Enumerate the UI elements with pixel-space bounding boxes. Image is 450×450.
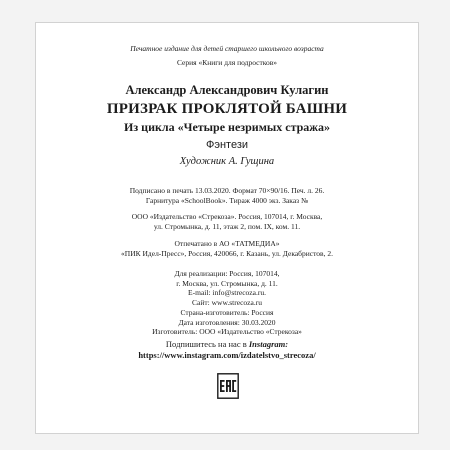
book-artist: Художник А. Гущина [179,156,275,167]
edition-note: Печатное издание для детей старшего школьного возраста [130,44,324,53]
print-details [36,186,418,205]
sales-website: Сайт: www.strecoza.ru [192,297,262,307]
manufacturer-country: Страна-изготовитель: Россия [180,308,274,317]
sales-line: г. Москва, ул. Стромынка, д. 11. [176,278,278,288]
series-name: Серия «Книги для подростков» [176,58,278,67]
print-line: Гарнитура «SchoolBook». Тираж 4000 экз. Заказ № [145,195,309,205]
printer-line: Отпечатано в АО «ТАТМЕДИА» [174,239,280,248]
eac-mark-glyph [217,373,239,399]
eac-icon [217,373,239,399]
book-author: Александр Александрович Кулагин [125,83,329,97]
sales-email: E-mail: info@strecoza.ru. [188,288,266,297]
social-network-name: Instagram: [248,339,289,349]
book-subtitle: Из цикла «Четыре незримых стража» [124,120,330,134]
social-prompt-text: Подпишитесь на нас в [165,339,249,349]
book-title: ПРИЗРАК ПРОКЛЯТОЙ БАШНИ [106,101,348,117]
sales-details [36,269,418,307]
publisher-details [36,212,418,231]
manufacturer-name: Изготовитель: ООО «Издательство «Стрекоза» [152,327,302,336]
sales-line: Для реализации: Россия, 107014, [174,269,280,278]
printer-details [36,239,418,258]
book-genre: Фэнтези [205,139,249,151]
manufacture-date: Дата изготовления: 30.03.2020 [178,317,276,327]
printer-line: «ПИК Идел-Пресс», Россия, 420066, г. Казань, ул. Декабристов, 2. [121,248,333,258]
social-link[interactable]: https://www.instagram.com/izdatelstvo_strecoza/ [138,350,316,360]
social-prompt [36,339,418,349]
imprint-page [35,22,419,434]
manufacturer-details [36,308,418,337]
publisher-line: ООО «Издательство «Стрекоза». Россия, 107014, г. Москва, [131,212,323,221]
print-line: Подписано в печать 13.03.2020. Формат 70×90/16. Печ. л. 26. [129,186,325,195]
publisher-line: ул. Стромынка, д. 11, этаж 2, пом. IX, ком. 11. [153,221,301,231]
